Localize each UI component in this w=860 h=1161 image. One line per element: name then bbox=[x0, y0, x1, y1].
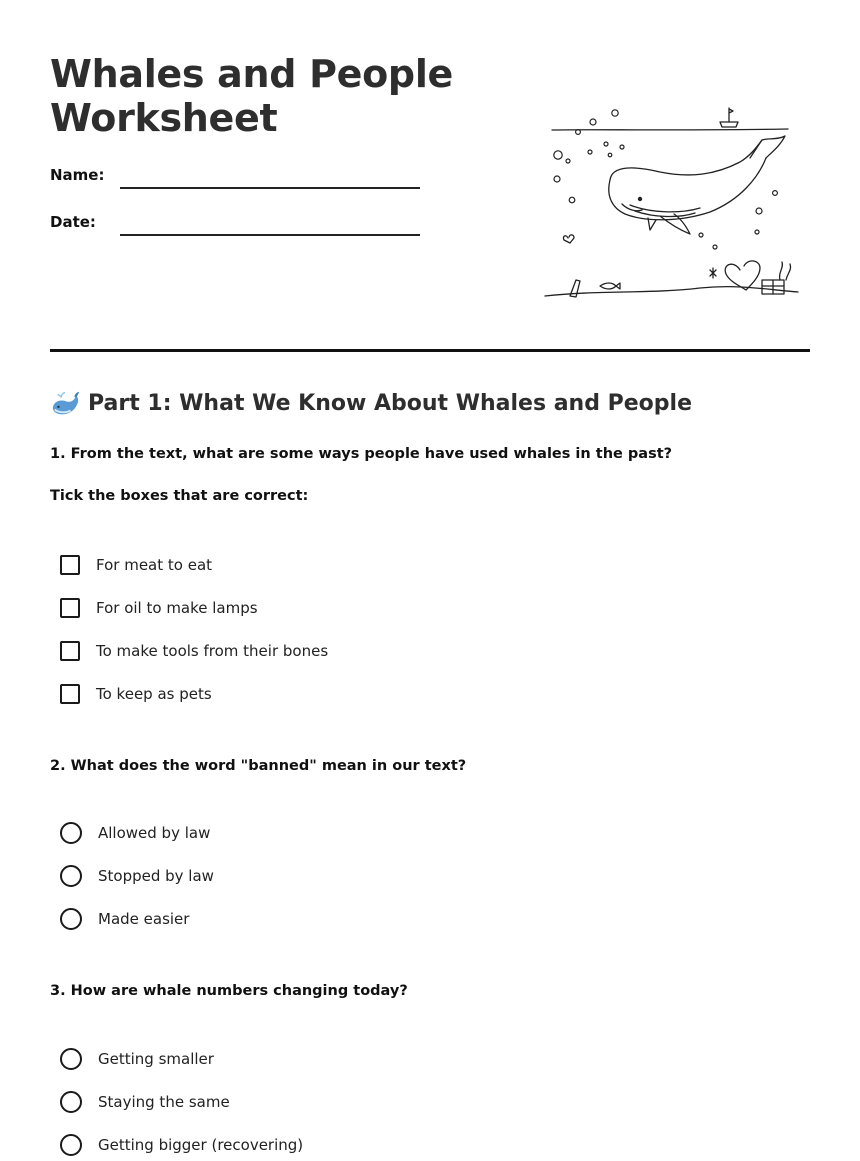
option-label: Allowed by law bbox=[98, 824, 211, 842]
option-label: To make tools from their bones bbox=[96, 642, 329, 660]
option-label: For oil to make lamps bbox=[96, 599, 258, 617]
q1-option-2[interactable] bbox=[60, 598, 258, 618]
radio-button[interactable] bbox=[60, 1048, 82, 1070]
title-line-1: Whales and People bbox=[50, 52, 454, 96]
radio-button[interactable] bbox=[60, 822, 82, 844]
q3-option-3[interactable] bbox=[60, 1134, 303, 1156]
part-1-heading bbox=[50, 388, 692, 420]
question-3: 3. How are whale numbers changing today? bbox=[50, 983, 408, 999]
section-divider bbox=[50, 349, 810, 352]
checkbox[interactable] bbox=[60, 555, 80, 575]
whale-icon bbox=[50, 389, 80, 419]
q1-option-1[interactable] bbox=[60, 555, 212, 575]
q1-option-3[interactable] bbox=[60, 641, 328, 661]
option-label: To keep as pets bbox=[96, 685, 212, 703]
date-field[interactable] bbox=[120, 234, 420, 236]
question-2: 2. What does the word "banned" mean in our text? bbox=[50, 758, 467, 774]
checkbox[interactable] bbox=[60, 641, 80, 661]
name-label: Name: bbox=[50, 166, 105, 184]
radio-button[interactable] bbox=[60, 865, 82, 887]
option-label: Stopped by law bbox=[98, 867, 214, 885]
option-label: Made easier bbox=[98, 910, 190, 928]
checkbox[interactable] bbox=[60, 684, 80, 704]
title-line-2: Worksheet bbox=[50, 96, 278, 140]
option-label: Getting smaller bbox=[98, 1050, 214, 1068]
part-1-heading-text: Part 1: What We Know About Whales and People bbox=[88, 391, 692, 416]
checkbox[interactable] bbox=[60, 598, 80, 618]
option-label: For meat to eat bbox=[96, 556, 213, 574]
q1-option-4[interactable] bbox=[60, 684, 212, 704]
question-1: 1. From the text, what are some ways people have used whales in the past? bbox=[50, 446, 673, 462]
q2-option-1[interactable] bbox=[60, 822, 210, 844]
radio-button[interactable] bbox=[60, 1134, 82, 1156]
name-field[interactable] bbox=[120, 187, 420, 189]
q2-option-2[interactable] bbox=[60, 865, 214, 887]
q3-option-1[interactable] bbox=[60, 1048, 214, 1070]
option-label: Getting bigger (recovering) bbox=[98, 1136, 304, 1154]
option-label: Staying the same bbox=[98, 1093, 230, 1111]
worksheet-title bbox=[50, 52, 453, 140]
question-1-instruction: Tick the boxes that are correct: bbox=[50, 488, 309, 504]
radio-button[interactable] bbox=[60, 1091, 82, 1113]
radio-button[interactable] bbox=[60, 908, 82, 930]
q2-option-3[interactable] bbox=[60, 908, 189, 930]
q3-option-2[interactable] bbox=[60, 1091, 230, 1113]
date-label: Date: bbox=[50, 213, 96, 231]
whale-underwater-illustration bbox=[540, 100, 805, 310]
